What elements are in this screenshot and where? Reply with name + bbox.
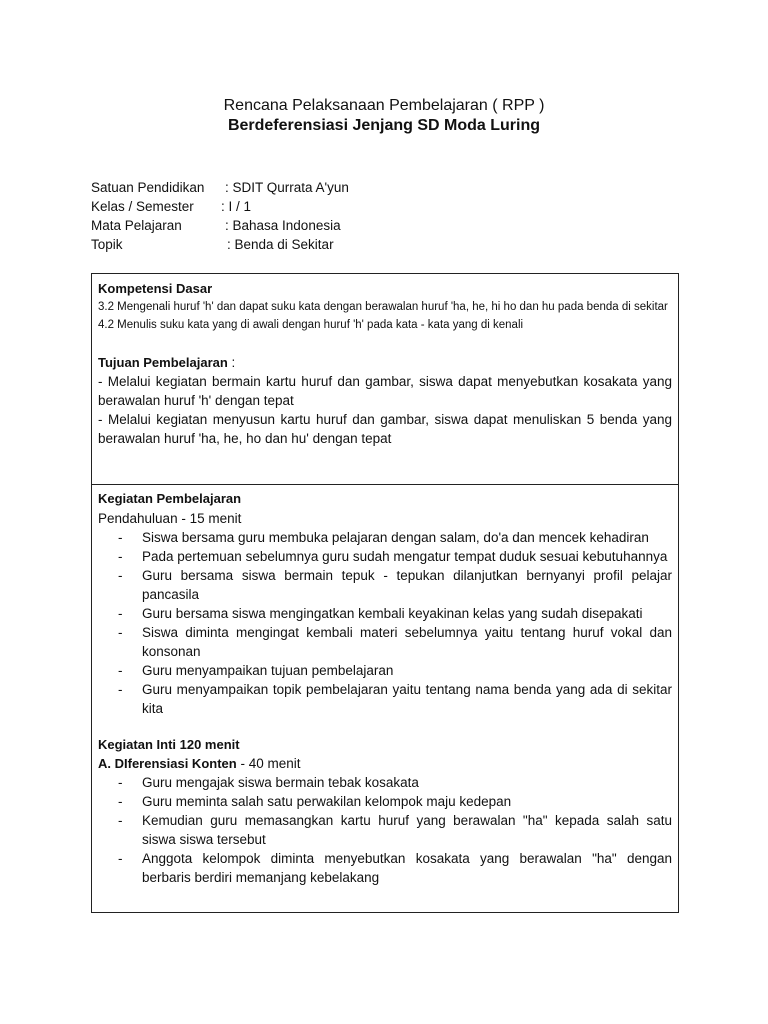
kompetensi-item: 4.2 Menulis suku kata yang di awali dengan huruf 'h' pada kata - kata yang di kenali: [98, 319, 524, 331]
inti-title: Kegiatan Inti 120 menit: [98, 737, 240, 752]
list-item: - Guru mengajak siswa bermain tebak kosakata: [118, 775, 419, 790]
page-title-line-2: Berdeferensiasi Jenjang SD Moda Luring: [227, 117, 541, 134]
kegiatan-title: Kegiatan Pembelajaran: [98, 491, 242, 506]
pendahuluan-list: [98, 528, 672, 718]
kegiatan-box: [91, 485, 679, 913]
list-item: - Siswa diminta mengingat kembali materi sebelumnya yaitu tentang huruf vokal dan konsonan: [118, 625, 672, 659]
pendahuluan-title: Pendahuluan - 15 menit: [98, 511, 242, 526]
page-title-line-1: Rencana Pelaksanaan Pembelajaran ( RPP ): [223, 97, 545, 114]
list-item: - Guru menyampaikan tujuan pembelajaran: [118, 663, 394, 678]
info-label: Kelas / Semester: [91, 199, 194, 214]
info-value: : Bahasa Indonesia: [225, 218, 341, 233]
info-value: : Benda di Sekitar: [227, 237, 334, 252]
tujuan-heading: [98, 353, 672, 372]
info-value: : I / 1: [221, 199, 252, 214]
kompetensi-title: Kompetensi Dasar: [98, 281, 213, 296]
info-label: Satuan Pendidikan: [91, 180, 205, 195]
list-item: - Pada pertemuan sebelumnya guru sudah mengatur tempat duduk sesuai kebutuhannya: [118, 549, 668, 564]
list-item: - Guru menyampaikan topik pembelajaran yaitu tentang nama benda yang ada di sekitar kita: [118, 682, 672, 716]
kompetensi-tujuan-box: [91, 273, 679, 485]
diferensiasi-time: - 40 menit: [236, 756, 301, 771]
info-value: : SDIT Qurrata A'yun: [225, 180, 349, 195]
diferensiasi-heading: [98, 754, 672, 773]
info-label: Topik: [91, 237, 123, 252]
list-item: - Guru bersama siswa mengingatkan kembali keyakinan kelas yang sudah disepakati: [118, 606, 643, 621]
list-item: - Siswa bersama guru membuka pelajaran dengan salam, do'a dan mencek kehadiran: [118, 530, 649, 545]
tujuan-colon: :: [227, 355, 236, 370]
diferensiasi-list: [98, 773, 672, 887]
info-label: Mata Pelajaran: [91, 218, 182, 233]
tujuan-title: Tujuan Pembelajaran: [98, 355, 228, 370]
tujuan-item: - Melalui kegiatan menyusun kartu huruf dan gambar, siswa dapat menuliskan 5 benda yang berawalan huruf 'ha, he, ho dan hu' dengan tepat: [98, 412, 672, 446]
kompetensi-item: 3.2 Mengenali huruf 'h' dan dapat suku kata dengan berawalan huruf 'ha, he, hi ho dan hu pada benda di sekitar: [98, 301, 668, 313]
list-item: - Kemudian guru memasangkan kartu huruf yang berawalan "ha" kepada salah satu siswa siswa tersebut: [118, 813, 672, 847]
tujuan-item: - Melalui kegiatan bermain kartu huruf dan gambar, siswa dapat menyebutkan kosakata yang berawalan huruf 'h' dengan tepat: [98, 374, 672, 408]
list-item: - Anggota kelompok diminta menyebutkan kosakata yang berawalan "ha" dengan berbaris berdiri memanjang kebelakang: [118, 851, 672, 885]
list-item: - Guru bersama siswa bermain tepuk - tepukan dilanjutkan bernyanyi profil pelajar pancasila: [118, 568, 672, 602]
list-item: - Guru meminta salah satu perwakilan kelompok maju kedepan: [118, 794, 512, 809]
diferensiasi-title: A. DIferensiasi Konten: [98, 756, 237, 771]
